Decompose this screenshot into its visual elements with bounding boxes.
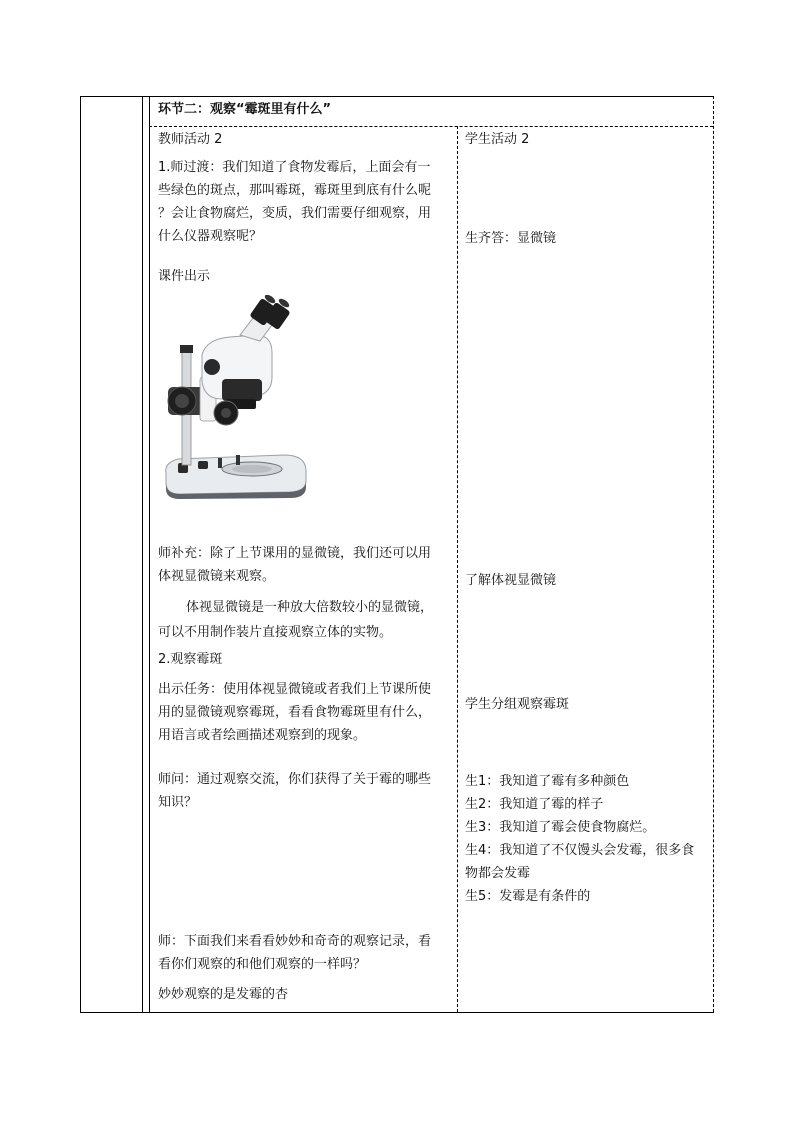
teacher-supplement-line: 体视显微镜来观察。	[158, 569, 276, 584]
section-header: 环节二：观察“霉斑里有什么”	[158, 102, 332, 117]
student-answer-line: 生5：发霉是有条件的	[465, 889, 591, 904]
observe-mold-title: 2.观察霉斑	[158, 652, 223, 667]
student-answer-line: 物都会发霉	[465, 866, 531, 881]
table-bottom-border	[80, 1012, 714, 1013]
next-line: 师：下面我们来看看妙妙和奇奇的观察记录，看	[158, 934, 432, 949]
courseware-label: 课件出示	[158, 269, 211, 284]
student-answer-line: 生1：我知道了霉有多种颜色	[465, 774, 630, 789]
definition-line: 体视显微镜是一种放大倍数较小的显微镜，	[186, 600, 434, 615]
microscope-definition-cont	[158, 621, 392, 644]
teacher-question	[158, 768, 431, 814]
question-line: 知识？	[158, 795, 198, 810]
task-line: 用语言或者绘画描述观察到的现象。	[158, 728, 367, 743]
teacher-transition	[158, 156, 431, 248]
student-column-title: 学生活动 2	[465, 132, 530, 147]
student-group-observe: 学生分组观察霉斑	[465, 697, 570, 712]
definition-line: 可以不用制作装片直接观察立体的实物。	[158, 625, 393, 640]
table-right-border	[713, 96, 714, 1012]
teacher-transition-line: 些绿色的斑点，那叫霉斑，霉斑里到底有什么呢	[158, 183, 432, 198]
table-divider-2	[149, 96, 150, 1012]
table-divider-1	[142, 96, 143, 1012]
teacher-supplement	[158, 542, 431, 588]
student-answer-line: 生2：我知道了霉的样子	[465, 797, 604, 812]
student-answers	[465, 770, 694, 908]
teacher-transition-line: 什么仪器观察呢？	[158, 229, 263, 244]
stereo-microscope-image	[160, 295, 310, 500]
column-divider	[457, 126, 458, 1012]
task-line: 出示任务：使用体视显微镜或者我们上节课所使	[158, 682, 432, 697]
task-line: 用的显微镜观察霉斑，看看食物霉斑里有什么，	[158, 705, 432, 720]
teacher-next	[158, 930, 431, 976]
question-line: 师问：通过观察交流，你们获得了关于霉的哪些	[158, 772, 432, 787]
miaomiao-observation: 妙妙观察的是发霉的杏	[158, 987, 289, 1002]
table-top-border	[80, 96, 714, 97]
table-left-border	[80, 96, 81, 1012]
student-answer-microscope: 生齐答：显微镜	[465, 231, 557, 246]
header-row-divider	[149, 126, 713, 127]
teacher-column-title: 教师活动 2	[158, 132, 223, 147]
student-understand: 了解体视显微镜	[465, 573, 557, 588]
student-answer-line: 生3：我知道了霉会使食物腐烂。	[465, 820, 656, 835]
teacher-supplement-line: 师补充：除了上节课用的显微镜，我们还可以用	[158, 546, 432, 561]
student-answer-line: 生4：我知道了不仅馒头会发霉，很多食	[465, 843, 695, 858]
next-line: 看你们观察的和他们观察的一样吗？	[158, 957, 367, 972]
microscope-definition	[186, 596, 433, 619]
teacher-transition-line: 1.师过渡：我们知道了食物发霉后，上面会有一	[158, 160, 431, 175]
teacher-transition-line: ？会让食物腐烂，变质，我们需要仔细观察，用	[158, 206, 432, 221]
task-instructions	[158, 678, 431, 747]
